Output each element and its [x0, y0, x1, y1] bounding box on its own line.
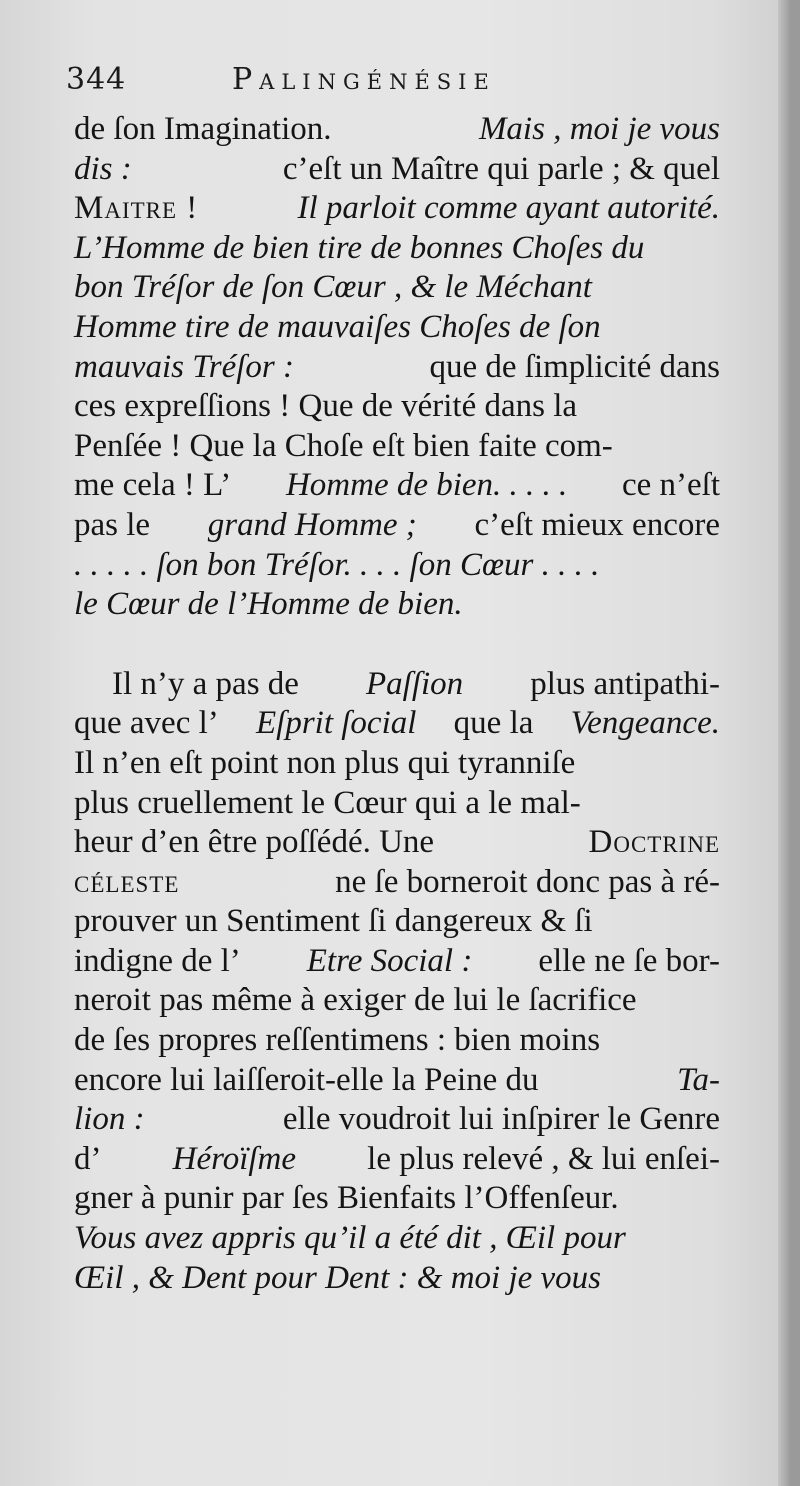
paragraph-gap [74, 625, 720, 665]
text: me cela ! L’ [74, 467, 232, 504]
text-line [74, 466, 720, 506]
text: neroit pas même à exiger de lui le ſacrifice [74, 982, 637, 1019]
italic-text: dis : [74, 150, 132, 187]
text: encore lui laiſſeroit-elle la Peine du [74, 1061, 539, 1098]
text: de ſes propres reſſentimens : bien moins [74, 1022, 601, 1059]
text-line [74, 1140, 720, 1180]
page-spine-shadow [778, 0, 790, 1486]
text: que avec l’ [74, 705, 219, 742]
italic-text: mauvais Tréſor : [74, 348, 295, 385]
italic-text: Eſprit ſocial [256, 705, 417, 742]
italic-text: Œil , & Dent pour Dent : & moi je vous [74, 1259, 602, 1296]
italic-text: grand Homme ; [207, 506, 417, 543]
text-line [74, 1219, 720, 1259]
text: Il n’y a pas de [112, 665, 299, 702]
text: plus cruellement le Cœur qui a le mal- [74, 784, 581, 821]
small-caps-text: Doctrine [588, 824, 720, 861]
text: elle voudroit lui inſpirer le Genre [282, 1101, 720, 1138]
small-caps-text: céleste [74, 863, 180, 900]
text-line [74, 1179, 720, 1219]
body-text [74, 110, 720, 1298]
text-line [74, 823, 720, 863]
page-header [66, 62, 726, 102]
italic-text: Ta- [677, 1061, 720, 1098]
text: prouver un Sentiment ſi dangereux & ſi [74, 903, 593, 940]
italic-text: lion : [74, 1101, 145, 1138]
text: que la [453, 705, 534, 742]
text: Penſée ! Que la Choſe eſt bien faite com- [74, 427, 613, 464]
italic-text: Héroïſme [172, 1140, 297, 1177]
text-line [74, 704, 720, 744]
text-line [74, 981, 720, 1021]
text: indigne de l’ [74, 942, 241, 979]
text: ne ſe borneroit donc pas à ré- [335, 863, 720, 900]
text-line [74, 348, 720, 388]
italic-text: Vous avez appris qu’il a été dit , Œil pour [74, 1220, 626, 1257]
text-line [74, 229, 720, 269]
text-line [74, 1100, 720, 1140]
text-line [74, 506, 720, 546]
page-number: 344 [66, 62, 127, 97]
text-line [74, 1021, 720, 1061]
text: de ſon Imagination. [74, 111, 332, 147]
text-line [74, 546, 720, 586]
text-line [74, 863, 720, 903]
italic-text: bon Tréſor de ſon Cœur , & le Méchant [74, 269, 592, 306]
text: Il n’en eſt point non plus qui tyranniſe [74, 744, 576, 781]
text-line [74, 665, 720, 705]
text: ce n’eſt [621, 467, 720, 504]
text-line [74, 585, 720, 625]
text: gner à punir par ſes Bienfaits l’Offenſeur. [74, 1180, 619, 1217]
text: c’eſt mieux encore [474, 506, 720, 543]
text: heur d’en être poſſédé. Une [74, 824, 435, 861]
italic-text: Il parloit comme ayant autorité. [297, 190, 720, 227]
running-title: Palingénésie [232, 62, 496, 97]
text: c’eſt un Maître qui parle ; & quel [282, 150, 720, 187]
text: d’ [74, 1140, 102, 1177]
small-caps-text: Maitre ! [74, 190, 199, 227]
text-line [74, 387, 720, 427]
text: plus antipathi- [530, 665, 720, 702]
text-line [74, 427, 720, 467]
text-line [74, 902, 720, 942]
text-line [74, 942, 720, 982]
italic-text: Homme de bien. . . . . [285, 467, 568, 504]
italic-text: Etre Social : [306, 942, 473, 979]
text: le plus relevé , & lui enſei- [367, 1140, 720, 1177]
text-line [74, 1061, 720, 1101]
text: que de ſimplicité dans [429, 348, 720, 385]
text-line [74, 110, 720, 150]
text-line [74, 268, 720, 308]
italic-text: L’Homme de bien tire de bonnes Choſes du [74, 229, 645, 266]
text-line [74, 784, 720, 824]
italic-text: Homme tire de mauvaiſes Choſes de ſon [74, 308, 601, 345]
italic-text: . . . . . ſon bon Tréſor. . . . ſon Cœur . . . . [74, 546, 600, 583]
text-line [74, 308, 720, 348]
paragraph [74, 665, 720, 1299]
text: pas le [74, 506, 151, 543]
paragraph [74, 110, 720, 625]
text-line [74, 1259, 720, 1299]
text: elle ne ſe bor- [538, 942, 720, 979]
text-line [74, 189, 720, 229]
italic-text: le Cœur de l’Homme de bien. [74, 586, 463, 623]
text-line [74, 150, 720, 190]
text-line [74, 744, 720, 784]
text: ces expreſſions ! Que de vérité dans la [74, 388, 578, 425]
italic-text: Mais , moi je vous [478, 111, 720, 147]
italic-text: Paſſion [366, 665, 464, 702]
italic-text: Vengeance. [570, 705, 720, 742]
